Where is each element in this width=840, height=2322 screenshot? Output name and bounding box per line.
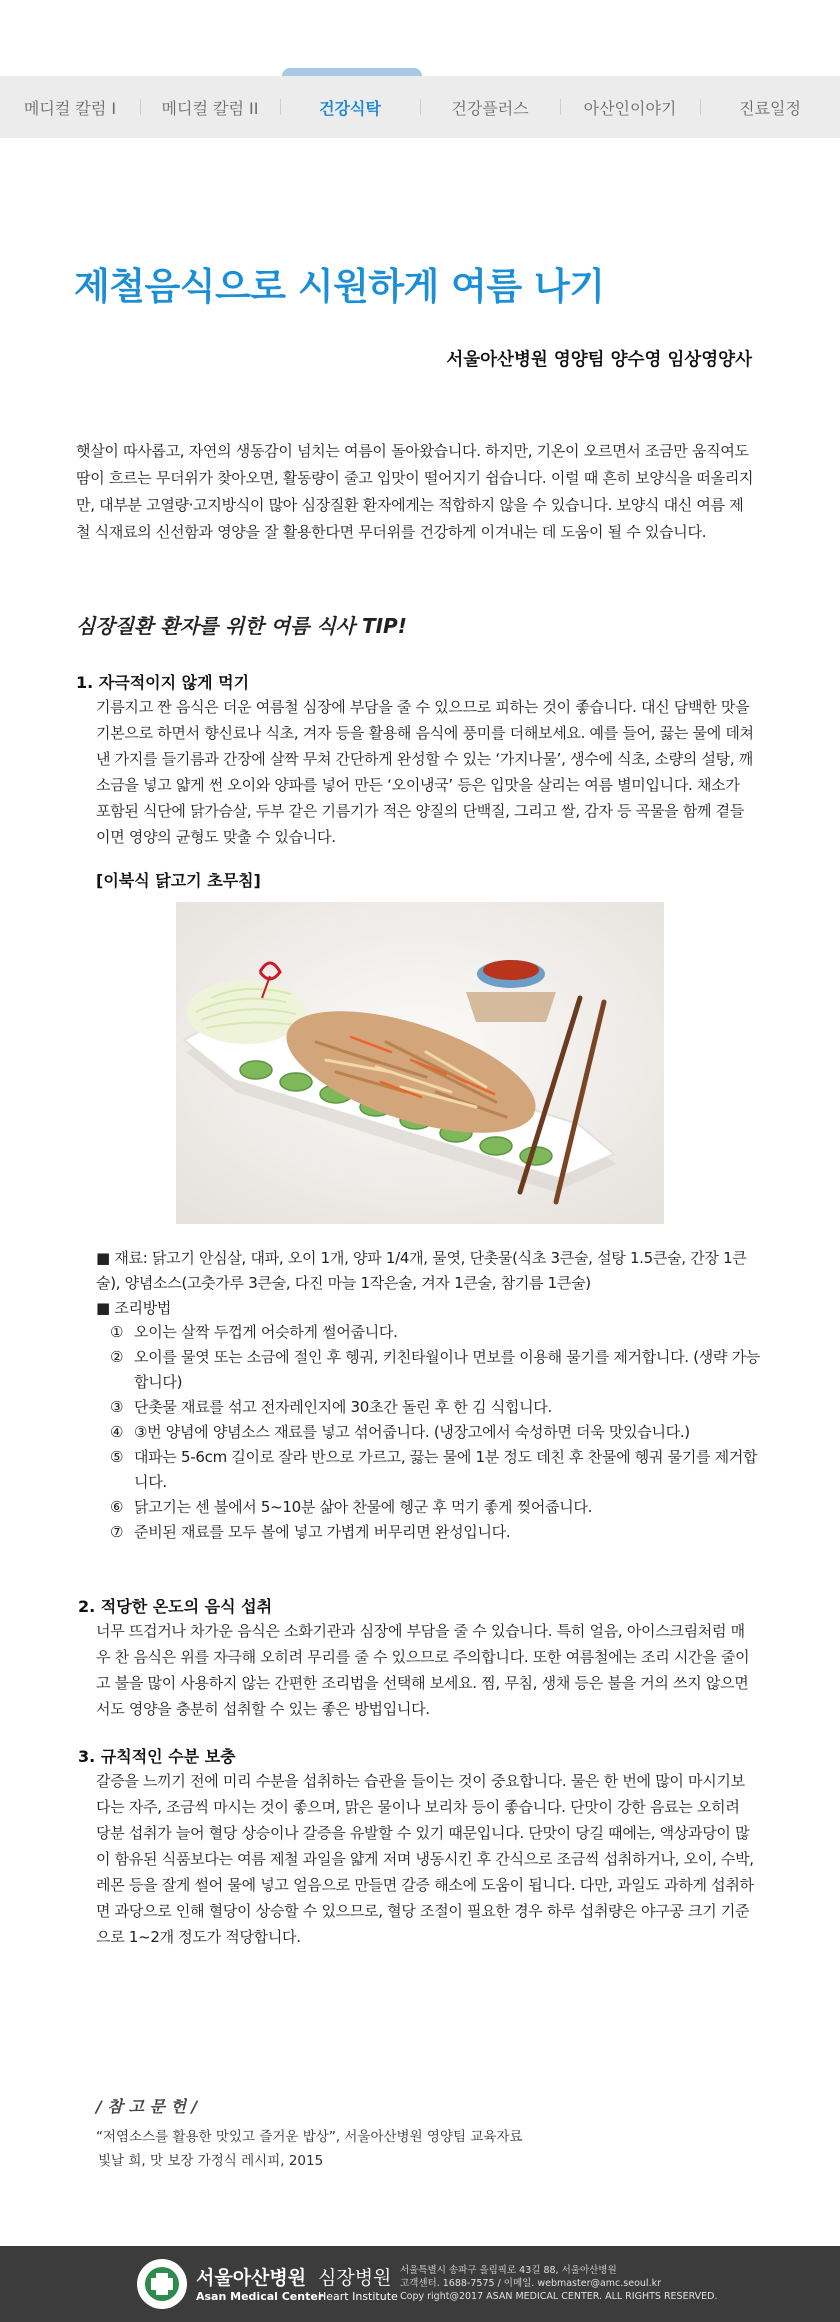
recipe-steps (110, 1320, 760, 1545)
footer-address: 서울특별시 송파구 올림픽로 43길 88, 서울아산병원 (400, 2265, 617, 2276)
section-3-body: 갈증을 느끼기 전에 미리 수분을 섭취하는 습관을 들이는 것이 중요합니다. 물은 한 번에 많이 마시기보다는 자주, 조금씩 마시는 것이 좋으며, 맑은 물이나 보리차 등이 좋습니다. 단맛이 강한 음료는 오히려 당분 섭취가 늘어 혈당 상승이나 갈증을 유발할 수 있기 때문입니다. 단맛이 당길 때에는, 액상과당이 많이 함유된 식품보다는 여름 제철 과일을 얇게 저며 냉동시킨 후 간식으로 조금씩 섭취하거나, 오이, 수박, 레몬 등을 잘게 썰어 물에 넣고 얼음으로 만들면 갈증 해소에 도움이 됩니다. 다만, 과일도 과하게 섭취하면 과당으로 인해 혈당이 상승할 수 있으므로, 혈당 조절이 필요한 경우 하루 섭취량은 야구공 크기 기준으로 1~2개 정도가 적당합니다. (96, 1772, 754, 1946)
references-title: / 참 고 문 헌 / (96, 2097, 198, 2116)
method-label: ■ 조리방법 (96, 1299, 172, 1317)
step-text: ③번 양념에 양념소스 재료를 넣고 섞어줍니다. (냉장고에서 숙성하면 더욱 맛있습니다.) (134, 1423, 690, 1441)
dept-name-ko: 심장병원 (318, 2267, 392, 2289)
recipe-name: [이북식 닭고기 초무침] (96, 871, 261, 890)
reference-item: 빛날 희, 맛 보장 가정식 레시피, 2015 (98, 2153, 324, 2169)
step-number: ① (110, 1323, 124, 1341)
section-2-title: 2. 적당한 온도의 음식 섭취 (78, 1597, 273, 1616)
section-2-body: 너무 뜨겁거나 차가운 음식은 소화기관과 심장에 부담을 줄 수 있습니다. 특히 얼음, 아이스크림처럼 매우 찬 음식은 위를 자극해 오히려 무리를 줄 수 있으므로 주의합니다. 또한 여름철에는 조리 시간을 줄이고 불을 많이 사용하지 않는 간편한 조리법을 선택해 보세요. 찜, 무침, 생채 등은 불을 거의 쓰지 않으면서도 영양을 충분히 섭취할 수 있는 좋은 방법입니다. (96, 1622, 750, 1718)
ingredients-text: 닭고기 안심살, 대파, 오이 1개, 양파 1/4개, 물엿, 단촛물(식초 3큰술, 설탕 1.5큰술, 간장 1큰술), 양념소스(고춧가루 3큰술, 다진 마늘 1작은술, 겨자 1큰술, 참기름 1큰술) (96, 1249, 747, 1292)
step-text: 오이는 살짝 두껍게 어슷하게 썰어줍니다. (134, 1323, 398, 1341)
ingredients-label: ■ 재료: (96, 1249, 148, 1267)
dish-photo (176, 902, 664, 1224)
step-text: 닭고기는 센 불에서 5~10분 삶아 찬물에 헹군 후 먹기 좋게 찢어줍니다. (134, 1498, 593, 1516)
brand-name-en: Asan Medical Center (196, 2290, 324, 2303)
tab-healthy-table[interactable]: 건강식탁 (280, 76, 420, 138)
intro-paragraph: 햇살이 따사롭고, 자연의 생동감이 넘치는 여름이 돌아왔습니다. 하지만, 기온이 오르면서 조금만 움직여도 땀이 흐르는 무더위가 찾아오면, 활동량이 줄고 입맛이 떨어지기 쉽습니다. 이럴 때 흔히 보양식을 떠올리지만, 대부분 고열량·고지방식이 많아 심장질환 환자에게는 적합하지 않을 수 있습니다. 보양식 대신 여름 제철 식재료의 신선함과 영양을 잘 활용한다면 무더위를 건강하게 이겨내는 데 도움이 될 수 있습니다. (76, 442, 754, 541)
step-text: 단촛물 재료를 섞고 전자레인지에 30초간 돌린 후 한 김 식힙니다. (134, 1398, 552, 1416)
recipe-step (110, 1320, 760, 1345)
tab-medical-column-2[interactable]: 메디컬 칼럼 II (140, 76, 280, 138)
step-number: ② (110, 1348, 124, 1366)
references (96, 2094, 736, 2173)
brand-name-ko: 서울아산병원 (196, 2267, 307, 2289)
dept-name-en: Heart Institute (318, 2290, 398, 2303)
ingredients-block (96, 1246, 766, 1321)
top-nav (0, 76, 840, 138)
section-1-body: 기름지고 짠 음식은 더운 여름철 심장에 부담을 줄 수 있으므로 피하는 것이 좋습니다. 대신 담백한 맛을 기본으로 하면서 향신료나 식초, 겨자 등을 활용해 음식에 풍미를 더해보세요. 예를 들어, 끓는 물에 데쳐낸 가지를 들기름과 간장에 살짝 무쳐 간단하게 완성할 수 있는 ‘가지나물’, 생수에 식초, 소량의 설탕, 깨소금을 넣고 얇게 썬 오이와 양파를 넣어 만든 ‘오이냉국’ 등은 입맛을 살리는 여름 별미입니다. 채소가 포함된 식단에 닭가슴살, 두부 같은 기름기가 적은 양질의 단백질, 그리고 쌀, 감자 등 곡물을 함께 곁들이면 영양의 균형도 맞출 수 있습니다. (96, 698, 754, 846)
tab-medical-column-1[interactable]: 메디컬 칼럼 I (23, 98, 117, 118)
recipe-step (110, 1520, 760, 1545)
tip-heading: 심장질환 환자를 위한 여름 식사 TIP! (76, 614, 407, 638)
footer (0, 2246, 840, 2322)
step-text: 오이를 물엿 또는 소금에 절인 후 헹궈, 키친타월이나 면보를 이용해 물기를 제거합니다. (생략 가능합니다) (134, 1348, 760, 1391)
step-number: ⑤ (110, 1448, 124, 1466)
step-number: ⑦ (110, 1523, 124, 1541)
recipe-step (110, 1420, 760, 1445)
section-1-title: 1. 자극적이지 않게 먹기 (76, 673, 250, 692)
tab-asan-people-story[interactable]: 아산인이야기 (560, 76, 700, 138)
footer-phone-email: 고객센터. 1688-7575 / 이메일. webmaster@amc.seoul.kr (400, 2278, 661, 2289)
tab-schedule[interactable]: 진료일정 (700, 76, 840, 138)
footer-contact (400, 2264, 718, 2303)
recipe-step (110, 1395, 760, 1420)
page-title: 제철음식으로 시원하게 여름 나기 (74, 265, 605, 308)
step-number: ③ (110, 1398, 124, 1416)
recipe-step (110, 1445, 760, 1495)
recipe-step (110, 1345, 760, 1395)
step-number: ⑥ (110, 1498, 124, 1516)
hospital-logo-icon (137, 2259, 187, 2309)
footer-copyright: Copy right@2017 ASAN MEDICAL CENTER. ALL RIGHTS RESERVED. (400, 2291, 718, 2302)
author-byline: 서울아산병원 영양팀 양수영 임상영양사 (446, 350, 752, 370)
step-text: 준비된 재료를 모두 볼에 넣고 가볍게 버무리면 완성입니다. (134, 1523, 511, 1541)
reference-item: “저염소스를 활용한 맛있고 즐거운 밥상”, 서울아산병원 영양팀 교육자료 (96, 2129, 523, 2145)
step-number: ④ (110, 1423, 124, 1441)
tab-health-plus[interactable]: 건강플러스 (420, 76, 560, 138)
section-3-title: 3. 규칙적인 수분 보충 (78, 1747, 236, 1766)
step-text: 대파는 5-6cm 길이로 잘라 반으로 가르고, 끓는 물에 1분 정도 데친 후 찬물에 헹궈 물기를 제거합니다. (134, 1448, 758, 1491)
recipe-step (110, 1495, 760, 1520)
